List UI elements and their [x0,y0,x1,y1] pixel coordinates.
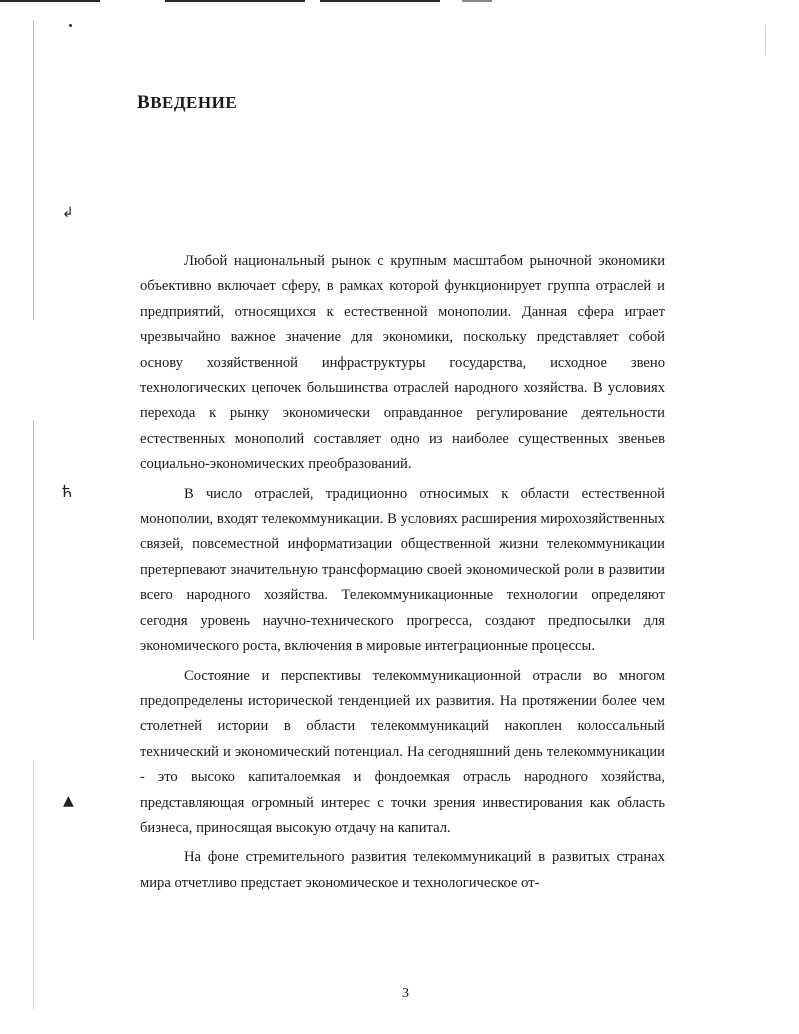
page-number: 3 [402,986,409,1001]
scan-top-rule-1 [0,0,100,2]
scan-left-edge [33,20,34,320]
body-text [140,249,665,896]
heading-initial: В [137,92,151,113]
paragraph-2: В число отраслей, традиционно относимых к области естественной монополии, входят телекоммуникации. В условиях расширения мирохозяйственных связей, повсеместной информатизации общественной жизни телекоммуникации претерпевают значительную трансформацию своей экономической роли в развитии всего народного хозяйства. Телекоммуникационные технологии определяют сегодня уровень научно-технического прогресса, создают предпосылки для экономического роста, включения в мировые интеграционные процессы. [140,485,665,655]
binder-hole-mark-2: ћ [62,482,73,501]
heading-rest: ВЕДЕНИЕ [150,93,238,112]
scan-left-edge-lower [33,420,34,640]
paragraph-1: Любой национальный рынок с крупным масштабом рыночной экономики объективно включает сферу, в рамках которой функционирует группа отраслей и предприятий, относящихся к естественной монополии. Данная сфера играет чрезвычайно важное значение для экономики, поскольку представляет собой основу хозяйственной инфраструктуры государства, исходное звено технологических цепочек большинства отраслей народного хозяйства. В условиях перехода к рынку экономически оправданное регулирование деятельности естественных монополий составляет одно из наиболее существенных звеньев социально-экономических преобразований. [140,253,665,473]
scan-top-rule-3 [320,0,440,2]
scan-dot [69,24,72,27]
scan-top-rule-4 [462,0,492,2]
scan-top-rule-2 [165,0,305,2]
paragraph-4: На фоне стремительного развития телекоммуникаций в развитых странах мира отчетливо предстает экономическое и технологическое от- [140,849,665,891]
binder-hole-mark-3: ▲ [63,793,74,809]
binder-hole-mark-1: ↲ [62,205,74,221]
scan-right-edge [765,25,766,55]
scan-left-edge-bottom [33,760,34,1010]
paragraph-3: Состояние и перспективы телекоммуникационной отрасли во многом предопределены исторической тенденцией их развития. На протяжении более чем столетней истории в области телекоммуникаций накоплен колоссальный технический и экономический потенциал. На сегодняшний день телекоммуникации - это высоко капиталоемкая и фондоемкая отрасль народного хозяйства, представляющая огромный интерес с точки зрения инвестирования как область бизнеса, приносящая высокую отдачу на капитал. [140,667,665,836]
page-heading [137,92,237,114]
